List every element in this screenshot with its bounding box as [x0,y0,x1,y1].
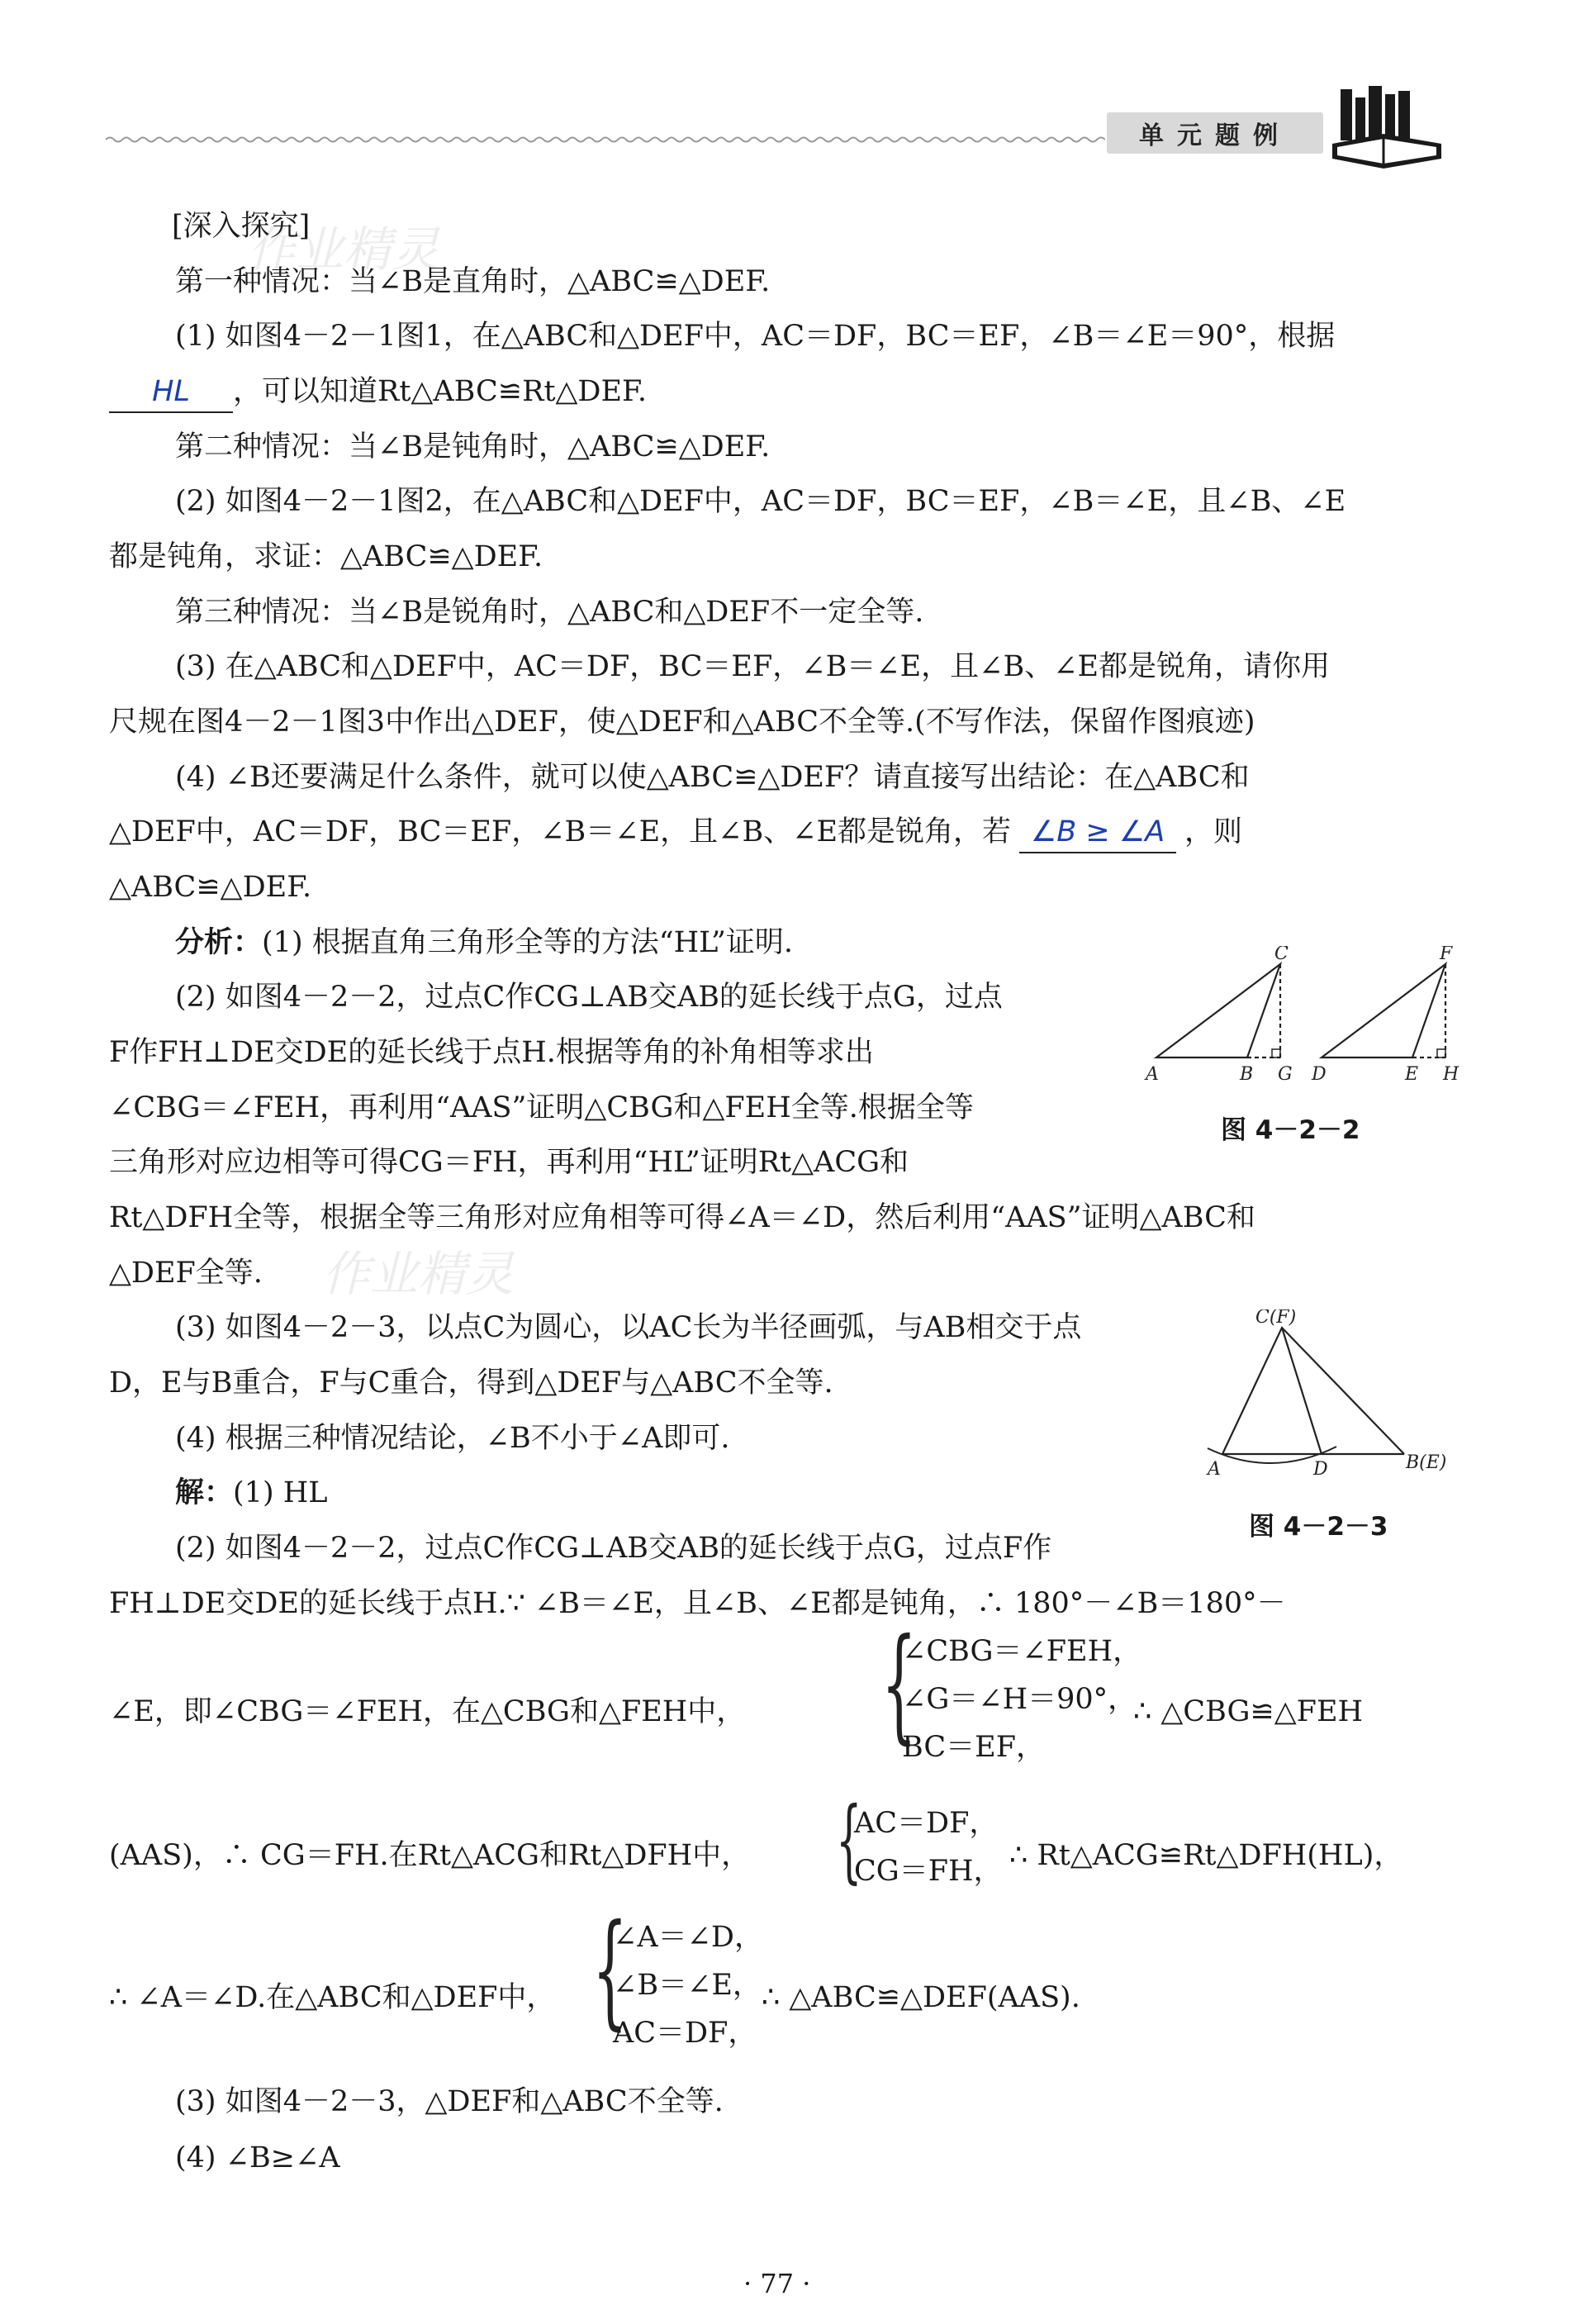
triangle-abc [1156,964,1280,1057]
point-label: E [1405,1064,1419,1085]
header-wavy-rule [106,134,1105,145]
equation: ∠CBG＝∠FEH， [902,1635,1142,1668]
equation-system-3 [613,1913,763,2057]
watermark: 作业精灵 [248,221,440,278]
figure-4-2-3-drawing [1189,1309,1470,1483]
text-line [109,812,1242,853]
section-tag: 单元题例 [1107,112,1323,154]
text-line: D，E与B重合，F与C重合，得到△DEF与△ABC不全等. [109,1366,833,1400]
section-heading: [深入探究] [172,210,311,243]
text-line-part: △DEF中，AC＝DF，BC＝EF，∠B＝∠E，且∠B、∠E都是锐角，若 [109,815,1012,848]
text-line: (2) 如图4－2－2，过点C作CG⊥AB交AB的延长线于点G，过点 [175,981,1003,1014]
text-line: △DEF全等. [109,1257,263,1290]
text-line: F作FH⊥DE交DE的延长线于点H.根据等角的补角相等求出 [109,1036,874,1069]
text-line: (3) 如图4－2－3，以点C为圆心，以AC长为半径画弧，与AB相交于点 [175,1311,1082,1344]
brace: { [836,1787,862,1893]
right-angle-mark [1272,1049,1280,1057]
text-line: (3) 如图4－2－3，△DEF和△ABC不全等. [175,2085,724,2118]
text-line-part: (1) 根据直角三角形全等的方法“HL”证明. [262,926,794,959]
point-label: C(F) [1255,1309,1297,1328]
solution-label: 解： [175,1476,234,1509]
figure-4-2-3 [1189,1309,1470,1483]
figure-caption: 图 4－2－3 [1249,1512,1388,1542]
equation: AC＝DF， [854,1807,999,1840]
text-line-part: ，则 [1184,815,1243,848]
equation: ∠G＝∠H＝90°， [902,1683,1137,1716]
equation: ∠B＝∠E， [613,1969,762,2002]
equation-system-1 [902,1628,1141,1771]
text-line: ∴ ∠A＝∠D.在△ABC和△DEF中， [109,1981,556,2014]
equation: BC＝EF， [902,1731,1045,1764]
point-label: H [1443,1064,1459,1085]
triangle-def [1322,964,1445,1057]
text-line: 都是钝角，求证：△ABC≌△DEF. [109,540,543,573]
equation: CG＝FH， [854,1855,1003,1888]
point-label: F [1440,946,1453,964]
analysis-label: 分析： [175,925,263,959]
text-line [175,923,793,962]
point-label: A [1146,1064,1159,1085]
segment-cd [1282,1328,1322,1454]
text-line-part: (1) HL [233,1476,328,1509]
point-label: B(E) [1406,1452,1447,1473]
text-line: ∴ △ABC≌△DEF(AAS). [762,1981,1080,2014]
text-line: 三角形对应边相等可得CG＝FH，再利用“HL”证明Rt△ACG和 [109,1146,909,1179]
figure-4-2-2 [1144,946,1466,1095]
brace: { [881,1613,917,1756]
text-line [175,1473,327,1513]
text-line: (4) ∠B还要满足什么条件，就可以使△ABC≌△DEF？请直接写出结论：在△ABC和 [175,761,1250,794]
point-label: B [1240,1064,1254,1085]
text-line: 第一种情况：当∠B是直角时，△ABC≌△DEF. [175,265,771,298]
text-line: ∠CBG＝∠FEH，再利用“AAS”证明△CBG和△FEH全等.根据全等 [109,1091,974,1124]
equation: ∠A＝∠D， [613,1921,763,1954]
text-line: Rt△DFH全等，根据全等三角形对应角相等可得∠A＝∠D，然后利用“AAS”证明△ABC和 [109,1201,1255,1234]
answer-blank-1: HL [109,372,233,413]
text-line: ∴ △CBG≌△FEH [1133,1695,1364,1728]
text-line-part: ，可以知道Rt△ABC≌Rt△DEF. [233,375,647,408]
text-line: 第三种情况：当∠B是锐角时，△ABC和△DEF不一定全等. [175,596,924,629]
text-line: (AAS)，∴ CG＝FH.在Rt△ACG和Rt△DFH中， [109,1839,751,1872]
figure-caption: 图 4－2－2 [1221,1115,1360,1145]
text-line: 尺规在图4－2－1图3中作出△DEF，使△DEF和△ABC不全等.(不写作法，保留作图痕迹) [109,706,1255,739]
text-line: (1) 如图4－2－1图1，在△ABC和△DEF中，AC＝DF，BC＝EF，∠B＝∠E＝90°，根据 [175,320,1336,353]
point-label: A [1208,1459,1221,1480]
point-label: C [1274,946,1289,964]
triangle-abc [1222,1328,1404,1454]
text-line: (2) 如图4－2－2，过点C作CG⊥AB交AB的延长线于点G，过点F作 [175,1532,1052,1565]
point-label: G [1278,1064,1293,1085]
text-line: △ABC≌△DEF. [109,871,312,904]
text-line: (4) 根据三种情况结论，∠B不小于∠A即可. [175,1422,730,1455]
text-line: (3) 在△ABC和△DEF中，AC＝DF，BC＝EF，∠B＝∠E，且∠B、∠E都是锐角，请你用 [175,650,1331,683]
text-line: FH⊥DE交DE的延长线于点H.∵ ∠B＝∠E，且∠B、∠E都是钝角，∴ 180°－∠B＝180°－ [109,1587,1286,1620]
text-line: (2) 如图4－2－1图2，在△ABC和△DEF中，AC＝DF，BC＝EF，∠B＝∠E，且∠B、∠E [175,485,1346,518]
brace: { [592,1899,628,2042]
books-icon [1326,83,1450,173]
text-line: ∴ Rt△ACG≌Rt△DFH(HL)， [1009,1839,1403,1872]
point-label: D [1312,1064,1327,1085]
equation: AC＝DF， [613,2017,757,2050]
equation-system-2 [854,1799,1003,1895]
text-line: (4) ∠B≥∠A [175,2141,340,2174]
text-line: 第二种情况：当∠B是钝角时，△ABC≌△DEF. [175,430,771,463]
right-angle-mark [1437,1049,1445,1057]
text-line: ∠E，即∠CBG＝∠FEH，在△CBG和△FEH中， [109,1695,746,1728]
watermark: 作业精灵 [322,1246,515,1302]
text-line [109,372,647,413]
figure-4-2-2-drawing [1144,946,1466,1095]
page-number: · 77 · [743,2268,811,2299]
point-label: D [1313,1459,1328,1480]
answer-blank-2: ∠B ≥ ∠A [1019,812,1176,853]
